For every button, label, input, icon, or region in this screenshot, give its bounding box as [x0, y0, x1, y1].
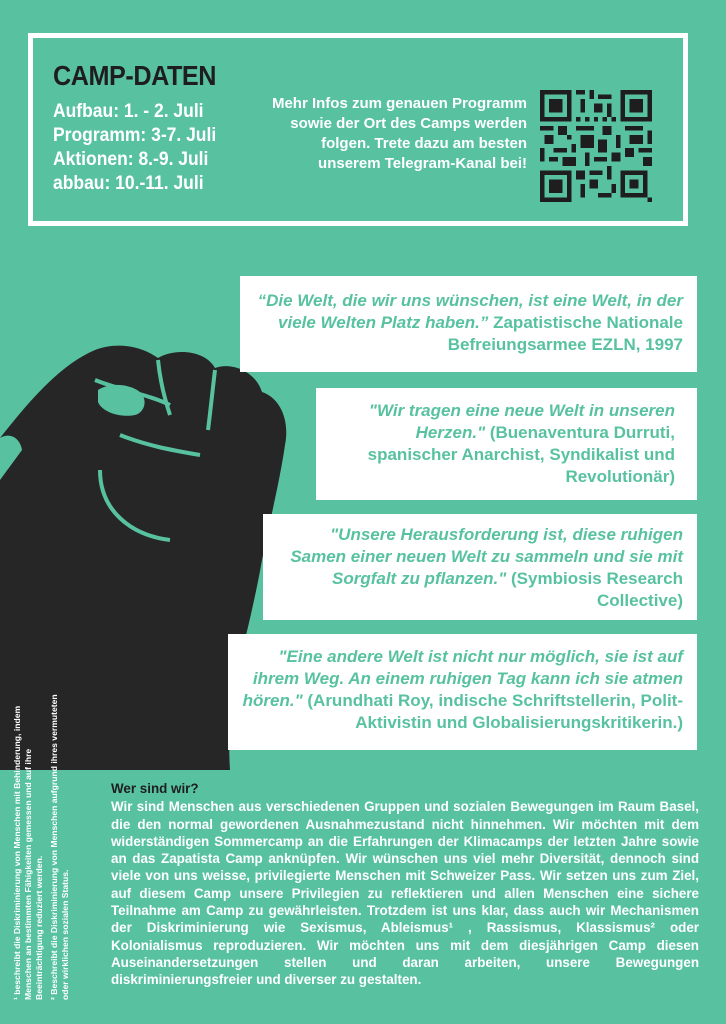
- quote-source: (Arundhati Roy, indische Schriftstellerin, Polit-Aktivistin und Globalisierungskritikerin.): [302, 691, 683, 732]
- quote-text: "Unsere Herausforderung ist, diese ruhigen Samen einer neuen Welt zu sammeln und sie mit Sorgfalt zu pflanzen.": [290, 525, 683, 588]
- footnote-ableism: ¹ beschreibt die Diskriminierung von Menschen mit Behinderung, indem Menschen an bestimmten Fähigkeiten gemessen und auf ihre Beeinträchtigung reduziert werden.: [12, 705, 44, 1000]
- quote-source: (Buenaventura Durruti, spanischer Anarchist, Syndikalist und Revolutionär): [367, 423, 675, 486]
- footnotes: [12, 690, 104, 1000]
- camp-info-box: [28, 33, 688, 226]
- date-setup: Aufbau: 1. - 2. Juli: [53, 101, 204, 122]
- camp-dates: [53, 100, 230, 196]
- date-actions: Aktionen: 8.-9. Juli: [53, 149, 209, 170]
- quote-durruti: [316, 388, 697, 500]
- qr-code-icon[interactable]: [540, 90, 652, 202]
- date-teardown: abbau: 10.-11. Juli: [53, 173, 204, 194]
- who-are-we-section: [111, 780, 699, 989]
- who-title: Wer sind wir?: [111, 781, 199, 796]
- quote-source: (Symbiosis Research Collective): [506, 569, 683, 610]
- date-program: Programm: 3-7. Juli: [53, 125, 217, 146]
- quote-ezln: [240, 276, 697, 372]
- who-text: Wir sind Menschen aus verschiedenen Gruppen und sozialen Bewegungen im Raum Basel, die den normal gewordenen Ausnahmezustand nicht hinnehmen. Wir möchten mit dem widerständigen Sommercamp an die Erfahrungen der Klimacamps der letzten Jahre sowie an das Zapatista Camp anknüpfen. Wir wünschen uns viel mehr Diversität, dennoch sind viele von uns weisse, privilegierte Menschen mit Schweizer Pass. Wir setzen uns zum Ziel, auf diesem Camp unsere Privilegien zu reflektieren und allen Menschen eine sichere Teilnahme am Camp zu gewährleisten. Trotzdem ist uns klar, dass auch wir Mechanismen der Diskriminierung wie Sexismus, Ableismus¹ , Rassismus, Klassismus² oder Kolonialismus reproduzieren. Wir möchten uns mit dem diesjährigen Camp diesen Auseinandersetzungen stellen und daran arbeiten, unsere Bewegungen diskriminierungsfreier und diverser zu gestalten.: [111, 799, 699, 988]
- quote-text: “Die Welt, die wir uns wünschen, ist eine Welt, in der viele Welten Platz haben.”: [257, 291, 683, 332]
- footnote-classism: ² Beschreibt die Diskriminierung von Menschen aufgrund ihres vermuteten oder wirklichen sozialen Status.: [49, 694, 70, 1000]
- quote-text: "Wir tragen eine neue Welt in unseren Herzen.": [368, 401, 675, 442]
- quote-symbiosis: [263, 514, 697, 620]
- quote-source: Zapatistische Nationale Befreiungsarmee EZLN, 1997: [447, 313, 683, 354]
- camp-title: CAMP-DATEN: [53, 60, 217, 91]
- info-text: Mehr Infos zum genauen Programm sowie der Ort des Camps werden folgen. Trete dazu am besten unserem Telegram-Kanal bei!: [271, 95, 527, 172]
- quote-text: "Eine andere Welt ist nicht nur möglich, sie ist auf ihrem Weg. An einem ruhigen Tag kann ich sie atmen hören.": [242, 647, 683, 710]
- quote-roy: [228, 634, 697, 750]
